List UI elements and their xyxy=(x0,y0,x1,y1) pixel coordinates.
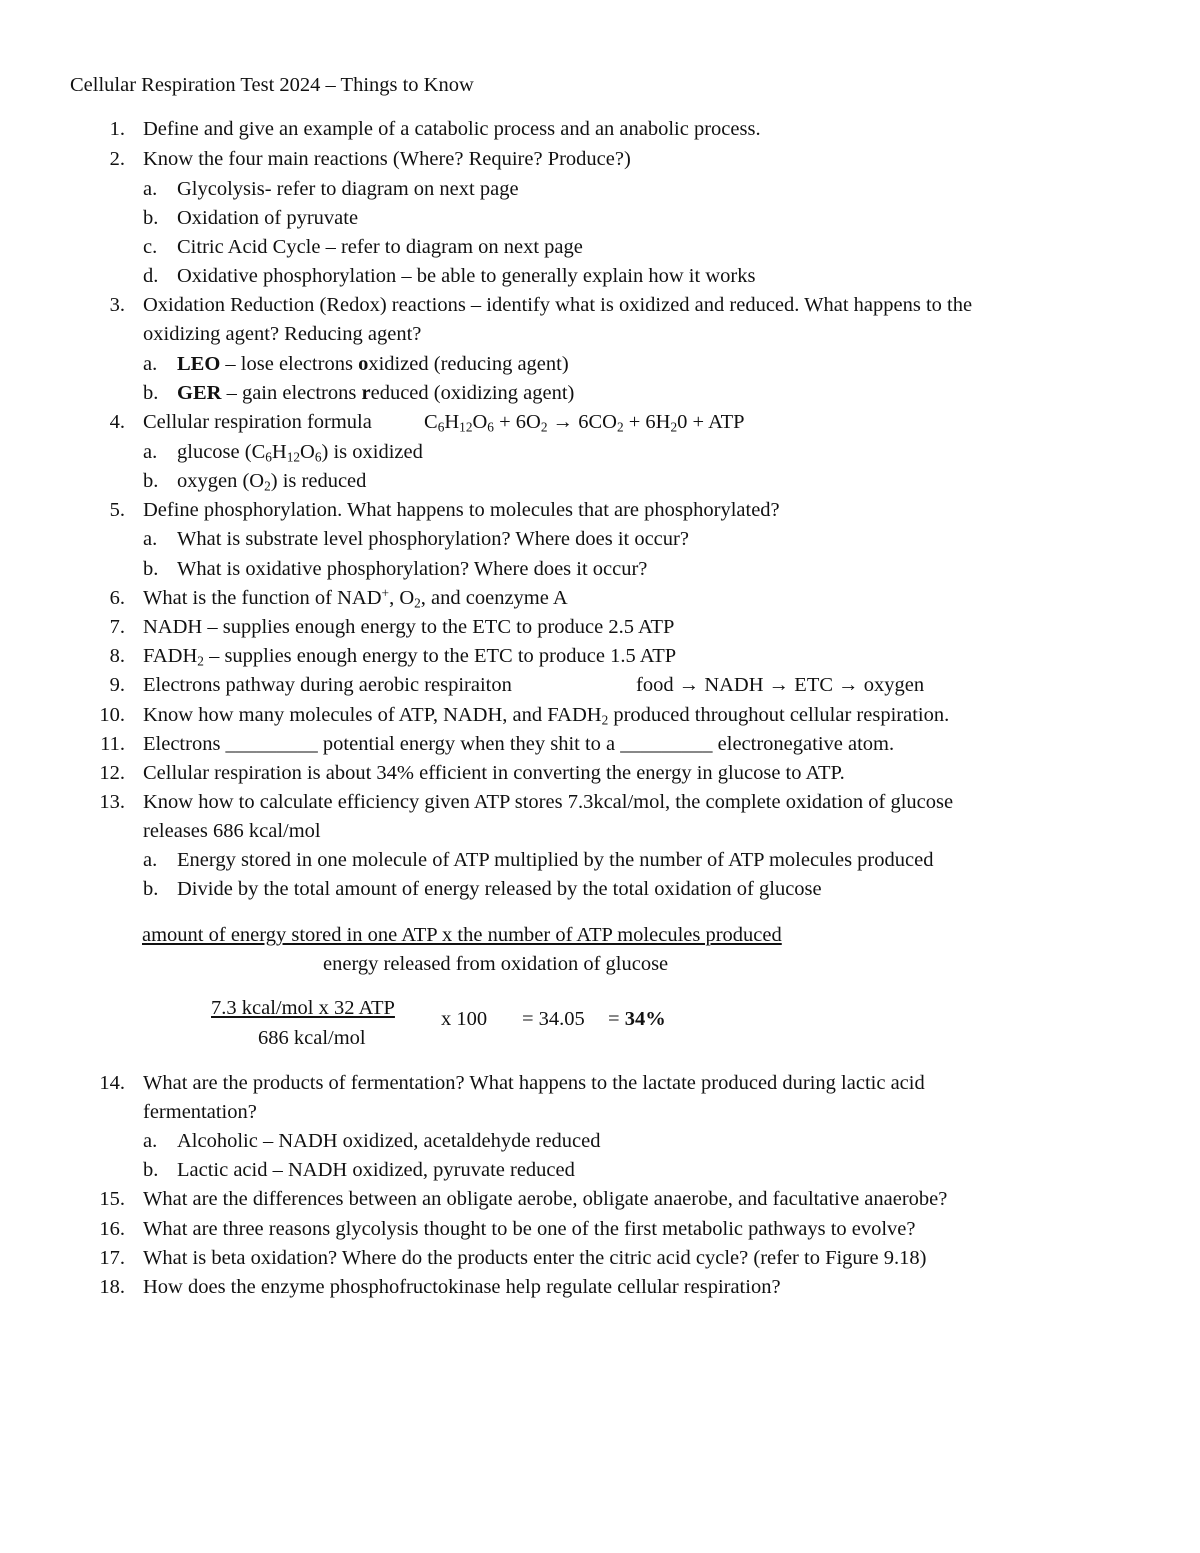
subscript: 6 xyxy=(265,449,272,465)
list-item xyxy=(143,645,676,668)
item-text: produced throughout cellular respiration. xyxy=(608,704,950,726)
formula-subscript: 12 xyxy=(459,419,473,435)
sub-item: Glycolysis- refer to diagram on next page xyxy=(177,178,519,200)
item-text: What is the function of NAD xyxy=(143,587,382,609)
item-number: 2. xyxy=(109,148,125,170)
formula-subscript: 2 xyxy=(616,419,624,435)
calc-equals xyxy=(608,1008,666,1031)
sub-item-text: ) is reduced xyxy=(270,470,367,492)
sub-item: Oxidative phosphorylation – be able to generally explain how it works xyxy=(177,265,756,287)
bold-term: GER xyxy=(177,382,222,404)
bold-term: LEO xyxy=(177,353,221,375)
sub-letter: b. xyxy=(143,207,159,229)
sub-item xyxy=(177,441,423,464)
list-item: Cellular respiration formula xyxy=(143,411,372,433)
sub-letter: d. xyxy=(143,265,159,287)
item-text: Know how many molecules of ATP, NADH, and FADH xyxy=(143,704,602,726)
bold-letter: r xyxy=(361,382,371,404)
subscript: 2 xyxy=(264,478,271,494)
sub-item: What is substrate level phosphorylation? Where does it occur? xyxy=(177,528,689,550)
sub-item-text: – lose electrons xyxy=(220,353,359,375)
sub-item xyxy=(177,382,574,405)
subscript: 2 xyxy=(601,712,609,728)
sub-item xyxy=(177,353,569,376)
sub-item-text: xidized (reducing agent) xyxy=(368,353,569,375)
list-item: Know how to calculate efficiency given ATP stores 7.3kcal/mol, the complete oxidation of glucose xyxy=(143,791,954,813)
item-number: 6. xyxy=(109,587,125,609)
item-number: 18. xyxy=(99,1276,125,1298)
calc-result: 34% xyxy=(624,1008,666,1030)
list-item: What is beta oxidation? Where do the products enter the citric acid cycle? (refer to Figure 9.18) xyxy=(143,1247,927,1269)
subscript: 6 xyxy=(314,449,322,465)
formula-subscript: 2 xyxy=(670,419,678,435)
list-item: Oxidation Reduction (Redox) reactions – identify what is oxidized and reduced. What happens to the xyxy=(143,294,973,316)
efficiency-numerator: amount of energy stored in one ATP x the number of ATP molecules produced xyxy=(142,924,782,946)
item-text: , O xyxy=(389,587,415,609)
sub-letter: a. xyxy=(143,353,158,375)
formula-subscript: 6 xyxy=(437,419,445,435)
sub-item-text: ) is oxidized xyxy=(321,441,423,463)
item-number: 15. xyxy=(99,1188,125,1210)
list-item: What are the products of fermentation? What happens to the lactate produced during lactic acid xyxy=(143,1072,925,1094)
item-number: 5. xyxy=(109,499,125,521)
item-number: 4. xyxy=(109,411,125,433)
list-item xyxy=(143,704,949,727)
formula-part: H xyxy=(444,411,460,433)
item-number: 12. xyxy=(99,762,125,784)
sub-item-text: O xyxy=(300,441,315,463)
sub-letter: a. xyxy=(143,441,158,463)
superscript: + xyxy=(381,585,390,601)
calc-numerator: 7.3 kcal/mol x 32 ATP xyxy=(211,997,395,1019)
sub-letter: b. xyxy=(143,1159,159,1181)
item-text: FADH xyxy=(143,645,198,667)
calc-multiplier: x 100 xyxy=(441,1008,488,1030)
sub-letter: b. xyxy=(143,382,159,404)
sub-item: Alcoholic – NADH oxidized, acetaldehyde reduced xyxy=(177,1130,601,1152)
sub-letter: c. xyxy=(143,236,158,258)
item-text: , and coenzyme A xyxy=(420,587,568,609)
sub-letter: b. xyxy=(143,878,159,900)
sub-letter: b. xyxy=(143,558,159,580)
list-item: What are three reasons glycolysis thought to be one of the first metabolic pathways to evolve? xyxy=(143,1218,916,1240)
formula-part: + 6O xyxy=(493,411,541,433)
sub-item xyxy=(177,470,366,493)
subscript: 2 xyxy=(197,653,204,669)
formula-part: + 6H xyxy=(623,411,671,433)
sub-item: Energy stored in one molecule of ATP multiplied by the number of ATP molecules produced xyxy=(177,849,934,871)
list-item: What are the differences between an obligate aerobe, obligate anaerobe, and facultative anaerobe? xyxy=(143,1188,948,1210)
sub-item-text: H xyxy=(271,441,287,463)
subscript: 2 xyxy=(414,595,421,611)
sub-letter: a. xyxy=(143,849,158,871)
sub-item: Divide by the total amount of energy released by the total oxidation of glucose xyxy=(177,878,822,900)
sub-letter: a. xyxy=(143,528,158,550)
sub-item-text: educed (oxidizing agent) xyxy=(370,382,575,404)
list-item-continued: oxidizing agent? Reducing agent? xyxy=(143,323,422,345)
item-number: 14. xyxy=(99,1072,125,1094)
formula-subscript: 6 xyxy=(487,419,494,435)
list-item xyxy=(143,587,568,610)
list-item: NADH – supplies enough energy to the ETC to produce 2.5 ATP xyxy=(143,616,675,638)
item-number: 8. xyxy=(109,645,125,667)
calc-value: = 34.05 xyxy=(522,1008,585,1030)
formula-subscript: 2 xyxy=(540,419,548,435)
item-number: 7. xyxy=(109,616,125,638)
sub-letter: b. xyxy=(143,470,159,492)
list-item: Electrons _________ potential energy when they shit to a _________ electronegative atom. xyxy=(143,733,895,755)
equals-sign: = xyxy=(608,1008,620,1030)
sub-item: Citric Acid Cycle – refer to diagram on next page xyxy=(177,236,583,258)
respiration-formula xyxy=(424,411,745,434)
list-item: Electrons pathway during aerobic respiraiton xyxy=(143,674,512,696)
list-item-continued: fermentation? xyxy=(143,1101,257,1123)
list-item: How does the enzyme phosphofructokinase help regulate cellular respiration? xyxy=(143,1276,781,1298)
item-number: 16. xyxy=(99,1218,125,1240)
sub-letter: a. xyxy=(143,178,158,200)
subscript: 12 xyxy=(286,449,301,465)
list-item: Cellular respiration is about 34% efficient in converting the energy in glucose to ATP. xyxy=(143,762,845,784)
list-item: Define and give an example of a catabolic process and an anabolic process. xyxy=(143,118,761,140)
efficiency-denominator: energy released from oxidation of glucose xyxy=(323,953,669,975)
item-number: 17. xyxy=(99,1247,125,1269)
item-text: – supplies enough energy to the ETC to produce 1.5 ATP xyxy=(203,645,677,667)
item-number: 3. xyxy=(109,294,125,316)
list-item: Define phosphorylation. What happens to molecules that are phosphorylated? xyxy=(143,499,780,521)
electron-pathway: food → NADH → ETC → oxygen xyxy=(636,674,925,696)
sub-item-text: glucose (C xyxy=(177,441,266,463)
sub-letter: a. xyxy=(143,1130,158,1152)
item-number: 9. xyxy=(109,674,125,696)
formula-part: C xyxy=(424,411,438,433)
page-title: Cellular Respiration Test 2024 – Things to Know xyxy=(70,74,474,96)
formula-part: O xyxy=(472,411,488,433)
list-item: Know the four main reactions (Where? Require? Produce?) xyxy=(143,148,631,170)
item-number: 13. xyxy=(99,791,125,813)
sub-item-text: – gain electrons xyxy=(221,382,362,404)
item-number: 10. xyxy=(99,704,125,726)
bold-letter: o xyxy=(358,353,369,375)
sub-item-text: oxygen (O xyxy=(177,470,265,492)
sub-item: Oxidation of pyruvate xyxy=(177,207,359,229)
item-number: 11. xyxy=(100,733,125,755)
item-number: 1. xyxy=(109,118,125,140)
list-item-continued: releases 686 kcal/mol xyxy=(143,820,321,842)
formula-part: 0 + ATP xyxy=(677,411,745,433)
sub-item: Lactic acid – NADH oxidized, pyruvate reduced xyxy=(177,1159,575,1181)
sub-item: What is oxidative phosphorylation? Where does it occur? xyxy=(177,558,648,580)
calc-denominator: 686 kcal/mol xyxy=(258,1027,366,1049)
formula-part: → 6CO xyxy=(547,411,617,433)
